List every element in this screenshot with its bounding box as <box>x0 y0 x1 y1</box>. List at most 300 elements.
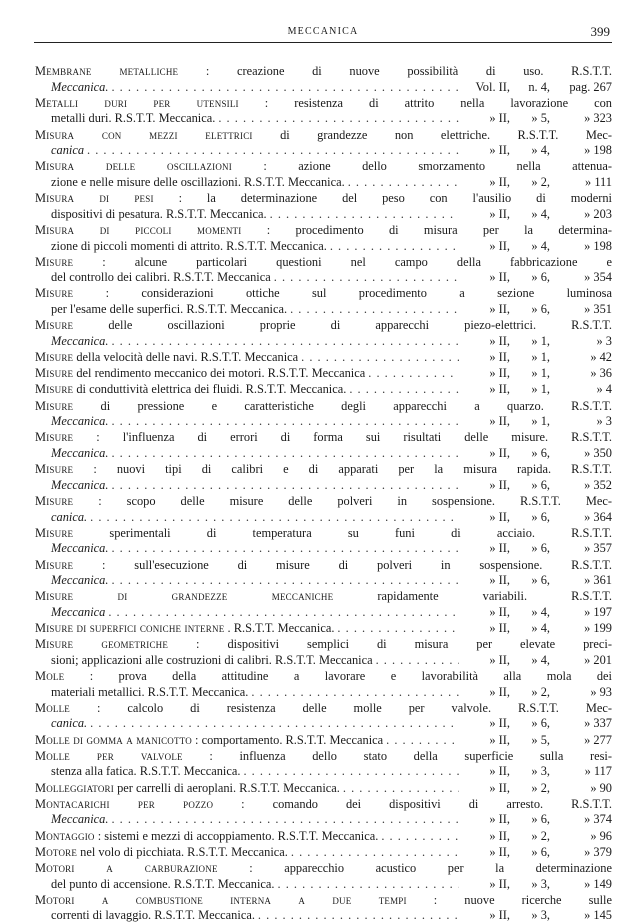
entry-description: di pressione e caratteristiche degli apparecchi a quarzo. R.S.T.T. <box>100 398 612 413</box>
ref-volume: » II, <box>489 876 510 891</box>
index-entry <box>35 366 612 382</box>
ref-volume: » II, <box>489 844 510 859</box>
entry-description: : alcune particolari questioni nel campo della fabbricazione e <box>102 254 612 269</box>
entry-continuation <box>35 446 612 462</box>
entry-text <box>35 829 378 845</box>
entry-continuation <box>35 685 612 701</box>
leader-dots <box>90 510 459 526</box>
entry-line <box>35 701 612 717</box>
entry-description: di conduttività elettrica dei fluidi. R.S.T.T. Meccanica. <box>76 382 347 397</box>
leader-dots <box>349 382 459 398</box>
ref-volume: » II, <box>489 780 510 795</box>
index-entry <box>35 589 612 620</box>
entry-reference <box>462 446 612 462</box>
index-entry <box>35 430 612 461</box>
entry-reference <box>462 239 612 255</box>
entry-continuation-text: canica. <box>51 716 88 731</box>
entry-continuation <box>35 239 612 255</box>
entry-keyword: Misure <box>35 382 74 397</box>
entry-reference <box>462 621 612 637</box>
entry-description: delle oscillazioni proprie di apparecchi piezo-elettrici. R.S.T.T. <box>108 318 612 333</box>
entry-line <box>35 669 612 685</box>
leader-dots <box>111 334 459 350</box>
ref-volume: » II, <box>489 764 510 779</box>
ref-volume: » II, <box>489 684 510 699</box>
leader-dots <box>343 781 459 797</box>
entry-description: : comando dei dispositivi di arresto. R.S.T.T. <box>241 796 612 811</box>
entry-reference <box>462 478 612 494</box>
entry-text <box>35 350 298 366</box>
entry-reference <box>462 175 612 191</box>
entry-line <box>35 223 612 239</box>
ref-volume: » II, <box>489 652 510 667</box>
entry-reference <box>462 845 612 861</box>
entry-continuation <box>35 653 612 669</box>
index-entry <box>35 318 612 349</box>
entry-line <box>35 366 612 382</box>
entry-keyword: Misure <box>35 557 74 572</box>
entry-keyword: Membrane metalliche <box>35 64 179 78</box>
ref-number: » 4, <box>531 604 550 619</box>
ref-number: » 3, <box>531 908 550 923</box>
entry-keyword: Montacarichi per pozzo <box>35 796 214 811</box>
entry-keyword: Molle di gomma a manicotto <box>35 732 192 747</box>
index-entry <box>35 255 612 286</box>
leader-dots <box>270 207 459 223</box>
index-entry <box>35 781 612 797</box>
entry-reference <box>462 366 612 382</box>
leader-dots <box>337 621 459 637</box>
leader-dots <box>258 908 459 924</box>
entry-keyword: Misure <box>35 430 74 445</box>
entry-line <box>35 382 612 398</box>
ref-number: » 4, <box>531 206 550 221</box>
entry-continuation <box>35 414 612 430</box>
entry-reference <box>462 207 612 223</box>
leader-dots <box>301 350 459 366</box>
entry-line <box>35 494 612 510</box>
ref-page: » 351 <box>584 302 612 317</box>
entry-continuation <box>35 111 612 127</box>
entry-continuation-text: dispositivi di pesatura. R.S.T.T. Meccanica. <box>51 206 267 221</box>
entry-continuation-text: materiali metallici. R.S.T.T. Meccanica. <box>51 684 249 699</box>
ref-volume: » II, <box>489 111 510 126</box>
entry-continuation-text: stenza alla fatica. R.S.T.T. Meccanica. <box>51 764 241 779</box>
entry-keyword: Misure <box>35 525 74 540</box>
index-entry <box>35 494 612 525</box>
index-entry <box>35 350 612 366</box>
ref-page: pag. 267 <box>569 79 612 94</box>
leader-dots <box>111 80 459 96</box>
entry-continuation-text: correnti di lavaggio. R.S.T.T. Meccanica. <box>51 908 255 923</box>
entry-reference <box>462 382 612 398</box>
ref-volume: Vol. II, <box>475 79 510 94</box>
index-entry <box>35 893 612 924</box>
ref-page: » 93 <box>590 684 612 699</box>
entry-line <box>35 462 612 478</box>
ref-number: » 4, <box>531 238 550 253</box>
ref-volume: » II, <box>489 812 510 827</box>
entry-keyword: Metalli duri per utensili <box>35 95 239 110</box>
entry-keyword: Misure di grandezze meccaniche <box>35 589 334 604</box>
entry-keyword: Misure <box>35 462 74 477</box>
ref-number: » 6, <box>531 844 550 859</box>
entry-line <box>35 733 612 749</box>
index-entry <box>35 701 612 732</box>
entry-continuation-text: Meccanica <box>51 604 106 619</box>
entry-reference <box>462 270 612 286</box>
entry-keyword: Misure <box>35 398 74 413</box>
entry-keyword: Motori a combustione interna a due tempi <box>35 892 407 907</box>
index-entry <box>35 462 612 493</box>
entry-continuation <box>35 908 612 924</box>
entry-keyword: Misura delle oscillazioni <box>35 159 232 174</box>
entry-continuation <box>35 80 612 96</box>
entry-text <box>35 845 288 861</box>
entry-reference <box>462 541 612 557</box>
entry-continuation <box>35 605 612 621</box>
entry-line <box>35 64 612 80</box>
ref-page: » 3 <box>596 333 612 348</box>
entry-line <box>35 191 612 207</box>
index-entry <box>35 399 612 430</box>
running-header <box>34 24 612 43</box>
entry-description: : scopo delle misure delle polveri in sospensione. R.S.T.T. Mec- <box>98 493 612 508</box>
entry-continuation-text: zione e nelle misure delle oscillazioni. R.S.T.T. Meccanica. <box>51 174 345 189</box>
ref-number: » 2, <box>531 684 550 699</box>
entry-continuation-text: sioni; applicazioni alle costruzioni di calibri. R.S.T.T. Meccanica <box>51 652 373 667</box>
leader-dots <box>278 877 459 893</box>
entry-keyword: Misure <box>35 366 74 381</box>
entry-continuation <box>35 334 612 350</box>
entry-continuation-text: Meccanica. <box>51 333 109 348</box>
entry-reference <box>462 877 612 893</box>
ref-volume: » II, <box>489 908 510 923</box>
ref-page: » 323 <box>584 111 612 126</box>
leader-dots <box>376 653 459 669</box>
ref-volume: » II, <box>489 716 510 731</box>
leader-dots <box>108 605 459 621</box>
entry-keyword: Mole <box>35 669 65 684</box>
ref-page: » 111 <box>585 174 612 189</box>
ref-volume: » II, <box>489 174 510 189</box>
ref-number: » 6, <box>531 270 550 285</box>
ref-volume: » II, <box>489 143 510 158</box>
ref-number: » 1, <box>531 350 550 365</box>
entry-line <box>35 797 612 813</box>
entry-line <box>35 286 612 302</box>
entry-description: : l'influenza di errori di forma sui risultati delle misure. R.S.T.T. <box>96 430 612 445</box>
index-entry <box>35 286 612 317</box>
ref-number: » 6, <box>531 302 550 317</box>
entry-continuation <box>35 541 612 557</box>
entry-continuation-text: per l'esame delle superfici. R.S.T.T. Meccanica. <box>51 302 288 317</box>
ref-page: » 198 <box>584 238 612 253</box>
running-title: MECCANICA <box>287 26 359 37</box>
entry-description: nel volo di picchiata. R.S.T.T. Meccanica. <box>80 844 288 859</box>
entry-description: : sull'esecuzione di misure di polveri in sospensione. R.S.T.T. <box>102 557 612 572</box>
entry-line <box>35 399 612 415</box>
ref-number: » 6, <box>531 445 550 460</box>
index-entry <box>35 861 612 892</box>
leader-dots <box>111 446 459 462</box>
ref-volume: » II, <box>489 477 510 492</box>
index-entry <box>35 733 612 749</box>
entry-line <box>35 861 612 877</box>
ref-volume: » II, <box>489 238 510 253</box>
entry-line <box>35 589 612 605</box>
entry-line <box>35 128 612 144</box>
index-entry <box>35 128 612 159</box>
entry-line <box>35 845 612 861</box>
ref-page: » 364 <box>584 509 612 524</box>
entry-text <box>35 733 383 749</box>
entry-description: : calcolo di resistenza delle molle per valvole. R.S.T.T. Mec- <box>96 700 612 715</box>
leader-dots <box>368 366 459 382</box>
leader-dots <box>386 733 459 749</box>
entry-line <box>35 829 612 845</box>
entry-description: di grandezze non elettriche. R.S.T.T. Mec- <box>280 127 612 142</box>
ref-volume: » II, <box>489 621 510 636</box>
leader-dots <box>111 812 459 828</box>
entry-description: : nuovi tipi di calibri e di apparati per la misura rapida. R.S.T.T. <box>93 462 612 477</box>
entry-reference <box>462 573 612 589</box>
entry-continuation-text: Meccanica. <box>51 541 109 556</box>
index-entry <box>35 382 612 398</box>
ref-page: » 361 <box>584 573 612 588</box>
leader-dots <box>291 845 459 861</box>
entry-keyword: Motori a carburazione <box>35 860 218 875</box>
ref-volume: » II, <box>489 350 510 365</box>
ref-page: » 36 <box>590 366 612 381</box>
entry-description: : azione dello smorzamento nella attenua- <box>263 159 612 174</box>
entry-reference <box>462 111 612 127</box>
ref-number: » 1, <box>531 366 550 381</box>
entry-description: : dispositivi semplici di misura per elevate preci- <box>196 637 612 652</box>
entry-reference <box>462 653 612 669</box>
ref-volume: » II, <box>489 541 510 556</box>
entry-continuation-text: metalli duri. R.S.T.T. Meccanica. <box>51 111 216 126</box>
entry-reference <box>462 414 612 430</box>
ref-number: » 2, <box>531 828 550 843</box>
entry-reference <box>462 812 612 828</box>
entry-reference <box>462 302 612 318</box>
entry-description: per carrelli di aeroplani. R.S.T.T. Meccanica. <box>117 780 340 795</box>
entry-line <box>35 159 612 175</box>
ref-volume: » II, <box>489 445 510 460</box>
entry-continuation-text: canica <box>51 143 85 158</box>
entry-text <box>35 382 346 398</box>
leader-dots <box>111 414 459 430</box>
entry-description: : comportamento. R.S.T.T. Meccanica <box>195 732 384 747</box>
entry-continuation <box>35 302 612 318</box>
ref-number: » 3, <box>531 876 550 891</box>
index-entry <box>35 797 612 828</box>
ref-page: » 350 <box>584 445 612 460</box>
ref-page: » 198 <box>584 143 612 158</box>
ref-page: » 352 <box>584 477 612 492</box>
ref-number: » 1, <box>531 333 550 348</box>
index-entry <box>35 669 612 700</box>
leader-dots <box>218 111 459 127</box>
entry-line <box>35 637 612 653</box>
entry-keyword: Misura di pesi <box>35 191 154 206</box>
ref-page: » 199 <box>584 621 612 636</box>
entry-continuation-text: Meccanica. <box>51 445 109 460</box>
entry-description: rapidamente variabili. R.S.T.T. <box>377 589 612 604</box>
entry-keyword: Misure <box>35 286 74 301</box>
ref-volume: » II, <box>489 366 510 381</box>
entry-continuation <box>35 270 612 286</box>
entry-continuation <box>35 175 612 191</box>
leader-dots <box>251 685 459 701</box>
entry-line <box>35 749 612 765</box>
ref-page: » 4 <box>596 382 612 397</box>
ref-number: n. 4, <box>528 79 550 94</box>
ref-page: » 197 <box>584 604 612 619</box>
entry-keyword: Montaggio <box>35 828 95 843</box>
ref-page: » 201 <box>584 652 612 667</box>
entry-keyword: Misura con mezzi elettrici <box>35 127 253 142</box>
ref-number: » 4, <box>531 621 550 636</box>
ref-number: » 5, <box>531 111 550 126</box>
index-entry <box>35 159 612 190</box>
ref-number: » 6, <box>531 573 550 588</box>
leader-dots <box>290 302 459 318</box>
index-entry <box>35 845 612 861</box>
entry-description: : prova della attitudine a lavorare e lavorabilità alla mola dei <box>89 669 612 684</box>
ref-page: » 354 <box>584 270 612 285</box>
leader-dots <box>348 175 459 191</box>
entry-keyword: Molleggiatori <box>35 780 114 795</box>
entry-line <box>35 350 612 366</box>
ref-page: » 149 <box>584 876 612 891</box>
entry-continuation-text: del punto di accensione. R.S.T.T. Meccanica. <box>51 876 275 891</box>
ref-number: » 6, <box>531 812 550 827</box>
entry-reference <box>462 908 612 924</box>
ref-page: » 203 <box>584 206 612 221</box>
entry-reference <box>462 350 612 366</box>
ref-number: » 6, <box>531 509 550 524</box>
entry-line <box>35 558 612 574</box>
ref-number: » 1, <box>531 382 550 397</box>
entry-text <box>35 366 365 382</box>
entry-continuation-text: Meccanica. <box>51 414 109 429</box>
entry-description: . R.S.T.T. Meccanica. <box>227 621 335 636</box>
leader-dots <box>90 716 459 732</box>
ref-volume: » II, <box>489 732 510 747</box>
ref-page: » 357 <box>584 541 612 556</box>
ref-number: » 2, <box>531 780 550 795</box>
entry-continuation-text: del controllo dei calibri. R.S.T.T. Meccanica <box>51 270 271 285</box>
entry-description: : apparecchio acustico per la determinazione <box>249 860 612 875</box>
ref-volume: » II, <box>489 270 510 285</box>
index-entry <box>35 621 612 637</box>
entry-line <box>35 526 612 542</box>
index-entry <box>35 749 612 780</box>
index-entry <box>35 829 612 845</box>
ref-volume: » II, <box>489 828 510 843</box>
entry-continuation-text: zione di piccoli momenti di attrito. R.S.T.T. Meccanica. <box>51 238 327 253</box>
entry-continuation-text: Meccanica. <box>51 477 109 492</box>
ref-page: » 3 <box>596 414 612 429</box>
entry-continuation <box>35 510 612 526</box>
entry-line <box>35 621 612 637</box>
entry-reference <box>462 733 612 749</box>
entry-reference <box>462 781 612 797</box>
entry-line <box>35 318 612 334</box>
ref-page: » 374 <box>584 812 612 827</box>
ref-volume: » II, <box>489 382 510 397</box>
entry-reference <box>462 685 612 701</box>
ref-page: » 277 <box>584 732 612 747</box>
entry-description: : nuove ricerche sulle <box>433 892 612 907</box>
entry-description: : influenza dello stato della superficie sulla resi- <box>209 748 612 763</box>
entry-keyword: Misure <box>35 318 74 333</box>
entry-description: della velocità delle navi. R.S.T.T. Meccanica <box>76 350 299 365</box>
ref-number: » 2, <box>531 174 550 189</box>
ref-number: » 4, <box>531 143 550 158</box>
entry-description: sperimentali di temperatura su funi di acciaio. R.S.T.T. <box>109 525 612 540</box>
leader-dots <box>381 829 459 845</box>
entry-keyword: Misure geometriche <box>35 637 169 652</box>
ref-volume: » II, <box>489 206 510 221</box>
leader-dots <box>87 143 459 159</box>
entry-reference <box>462 716 612 732</box>
entry-line <box>35 781 612 797</box>
ref-page: » 145 <box>584 908 612 923</box>
index-entry <box>35 223 612 254</box>
entry-keyword: Misure di superfici coniche interne <box>35 621 225 636</box>
entry-reference <box>462 334 612 350</box>
entry-continuation <box>35 877 612 893</box>
entry-reference <box>462 80 612 96</box>
entry-continuation <box>35 573 612 589</box>
entry-keyword: Molle <box>35 700 71 715</box>
entry-reference <box>462 764 612 780</box>
entry-line <box>35 893 612 909</box>
entry-reference <box>462 143 612 159</box>
index-entry <box>35 637 612 668</box>
entry-keyword: Misura di piccoli momenti <box>35 222 242 237</box>
entry-description: : la determinazione del peso con l'ausilio di moderni <box>178 191 612 206</box>
ref-page: » 379 <box>584 844 612 859</box>
ref-page: » 90 <box>590 780 612 795</box>
entry-continuation-text: Meccanica. <box>51 79 109 94</box>
ref-number: » 6, <box>531 716 550 731</box>
index-entry <box>35 526 612 557</box>
leader-dots <box>111 478 459 494</box>
entry-description: : considerazioni ottiche sul procedimento a sezione luminosa <box>105 286 612 301</box>
ref-number: » 6, <box>531 477 550 492</box>
entry-reference <box>462 510 612 526</box>
index-entries <box>35 64 612 924</box>
entry-continuation <box>35 143 612 159</box>
entry-description: : procedimento di misura per la determina- <box>266 222 612 237</box>
ref-number: » 1, <box>531 414 550 429</box>
ref-page: » 337 <box>584 716 612 731</box>
entry-continuation <box>35 812 612 828</box>
ref-volume: » II, <box>489 573 510 588</box>
ref-volume: » II, <box>489 509 510 524</box>
entry-line <box>35 430 612 446</box>
entry-description: : creazione di nuove possibilità di uso. R.S.T.T. <box>205 64 612 78</box>
ref-page: » 42 <box>590 350 612 365</box>
ref-page: » 96 <box>590 828 612 843</box>
entry-description: del rendimento meccanico dei motori. R.S.T.T. Meccanica <box>76 366 366 381</box>
ref-number: » 3, <box>531 764 550 779</box>
leader-dots <box>330 239 459 255</box>
